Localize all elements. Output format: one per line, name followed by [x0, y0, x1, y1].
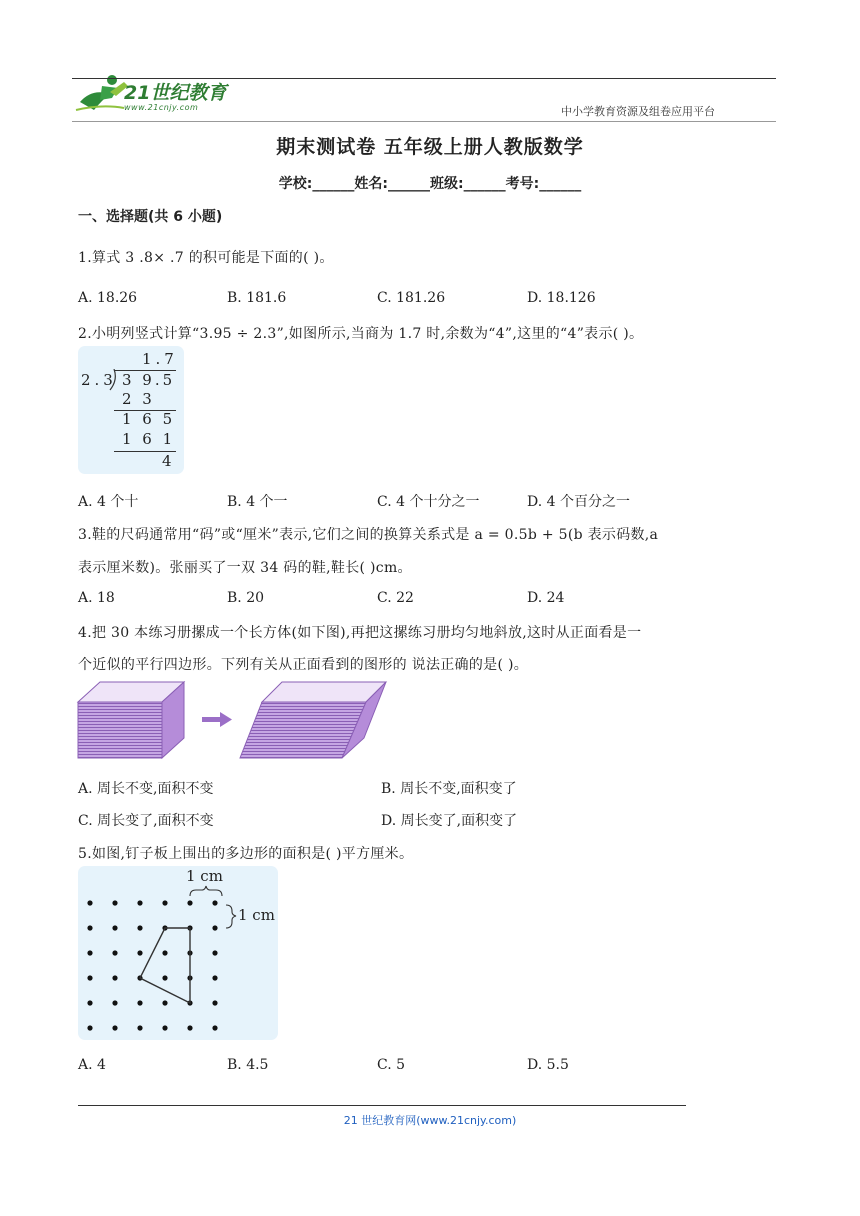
- q3-option-a: A. 18: [78, 590, 115, 606]
- q4-option-d: D. 周长变了,面积变了: [381, 813, 518, 829]
- division-dividend: 3 9.5: [122, 371, 176, 389]
- question-4-stem-line-2: 个近似的平行四边形。下列有关从正面看到的图形的 说法正确的是( )。: [78, 657, 529, 673]
- logo-text: 21世纪教育: [124, 82, 227, 104]
- division-step-3: 1 6 1: [122, 430, 176, 448]
- workbook-stack-figure: [76, 680, 388, 762]
- q1-option-a: A. 18.26: [78, 290, 138, 306]
- unit-label-horizontal: 1 cm: [186, 867, 223, 885]
- q2-option-a: A. 4 个十: [78, 494, 139, 510]
- q3-option-b: B. 20: [227, 590, 265, 606]
- q2-option-c: C. 4 个十分之一: [377, 494, 480, 510]
- q1-option-c: C. 181.26: [377, 290, 446, 306]
- peg-dots: [87, 900, 217, 1030]
- student-info-line: 学校:______姓名:______班级:______考号:______: [278, 176, 582, 192]
- division-step-1: 2 3: [122, 390, 155, 408]
- header-rule-bottom: [72, 121, 776, 122]
- slanted-stack-icon: [240, 682, 386, 758]
- footer-link[interactable]: 21 世纪教育网(www.21cnjy.com): [343, 1114, 517, 1127]
- question-3-stem-line-2: 表示厘米数)。张丽买了一双 34 码的鞋,鞋长( )cm。: [78, 560, 412, 576]
- arrow-right-icon: [202, 712, 232, 727]
- platform-label: 中小学教育资源及组卷应用平台: [561, 105, 715, 118]
- q2-option-b: B. 4 个一: [227, 494, 288, 510]
- division-step-2: 1 6 5: [122, 410, 176, 428]
- division-divisor: 2.3: [81, 371, 117, 389]
- header-rule: [72, 78, 776, 79]
- q4-option-a: A. 周长不变,面积不变: [78, 781, 214, 797]
- horizontal-brace-icon: [190, 886, 222, 896]
- q4-option-c: C. 周长变了,面积不变: [78, 813, 214, 829]
- q1-option-d: D. 18.126: [527, 290, 596, 306]
- unit-label-vertical: 1 cm: [238, 906, 275, 924]
- logo-url: www.21cnjy.com: [124, 103, 199, 112]
- question-1-stem: 1.算式 3 .8× .7 的积可能是下面的( )。: [78, 250, 334, 266]
- page-title: 期末测试卷 五年级上册人教版数学: [276, 136, 584, 158]
- geoboard-figure: [78, 866, 278, 1040]
- q3-option-d: D. 24: [527, 590, 565, 606]
- footer-rule: [78, 1105, 686, 1106]
- question-3-stem-line-1: 3.鞋的尺码通常用“码”或“厘米”表示,它们之间的换算关系式是 a = 0.5b + 5(b 表示码数,a: [78, 527, 659, 543]
- vertical-brace-icon: [226, 905, 236, 928]
- q5-option-b: B. 4.5: [227, 1057, 269, 1073]
- q1-option-b: B. 181.6: [227, 290, 287, 306]
- q5-option-d: D. 5.5: [527, 1057, 569, 1073]
- question-5-stem: 5.如图,钉子板上围出的多边形的面积是( )平方厘米。: [78, 846, 414, 862]
- long-division-figure: [78, 346, 184, 474]
- q3-option-c: C. 22: [377, 590, 414, 606]
- polygon-shape: [140, 928, 190, 1003]
- q2-option-d: D. 4 个百分之一: [527, 494, 630, 510]
- division-quotient: 1.7: [142, 350, 178, 368]
- q5-option-c: C. 5: [377, 1057, 406, 1073]
- division-remainder: 4: [162, 452, 172, 470]
- section-heading: 一、选择题(共 6 小题): [78, 209, 223, 225]
- cuboid-stack-icon: [78, 682, 184, 758]
- geoboard-grid: [78, 866, 278, 1040]
- question-4-stem-line-1: 4.把 30 本练习册摞成一个长方体(如下图),再把这摞练习册均匀地斜放,这时从正面看是一: [78, 625, 642, 641]
- question-2-stem: 2.小明列竖式计算“3.95 ÷ 2.3”,如图所示,当商为 1.7 时,余数为“4”,这里的“4”表示( )。: [78, 326, 644, 342]
- q5-option-a: A. 4: [78, 1057, 106, 1073]
- q4-option-b: B. 周长不变,面积变了: [381, 781, 517, 797]
